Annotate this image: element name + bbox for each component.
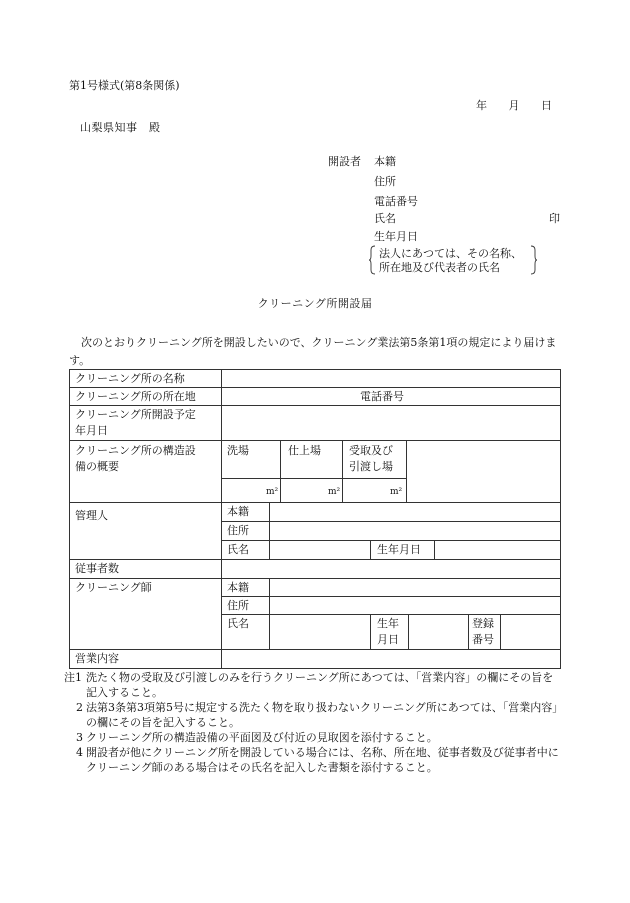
cell-cleaner-reg-1: 登録 <box>472 617 494 630</box>
applicant-honseki-label: 本籍 <box>374 155 396 168</box>
addressee: 山梨県知事 殿 <box>80 121 161 134</box>
cell-manager-birth: 生年月日 <box>377 543 421 556</box>
cell-open-date-2: 年月日 <box>75 424 108 437</box>
cell-workers: 従事者数 <box>75 562 119 575</box>
cell-structure-2: 備の概要 <box>75 460 119 473</box>
note-number: 2 <box>76 701 83 714</box>
corporation-note <box>369 245 537 275</box>
cell-phone: 電話番号 <box>360 390 404 403</box>
cell-shop-location: クリーニング所の所在地 <box>75 390 196 403</box>
note-item <box>64 670 564 700</box>
cell-cleaner-name: 氏名 <box>227 617 249 630</box>
cell-cleaner-birth-1: 生年 <box>377 617 399 630</box>
table-rule <box>434 540 435 559</box>
cell-cleaner-birth-2: 月日 <box>377 633 399 646</box>
notes <box>64 670 564 775</box>
table-rule <box>221 596 561 597</box>
cell-open-date-1: クリーニング所開設予定 <box>75 408 196 421</box>
table-rule <box>221 369 222 669</box>
cell-cleaner-address: 住所 <box>227 599 249 612</box>
cell-manager-honseki: 本籍 <box>227 505 249 518</box>
table-rule <box>342 440 343 502</box>
note-text: 開設者が他にクリーニング所を開設している場合には、名称、所在地、従事者数及び従事者中にクリーニング師のある場合はその氏名を記入した書類を添付すること。 <box>86 746 559 774</box>
table-rule <box>468 614 469 649</box>
table-rule <box>69 559 561 560</box>
note-item <box>64 700 564 730</box>
table-rule <box>370 614 371 649</box>
cell-receive-1: 受取及び <box>349 444 393 457</box>
note-number: 3 <box>76 731 83 744</box>
table-rule <box>370 540 371 559</box>
applicant-name-label: 氏名 <box>374 212 396 225</box>
table-rule <box>69 649 561 650</box>
table-rule <box>69 502 561 503</box>
seal-mark: 印 <box>549 212 560 225</box>
table-rule <box>69 578 561 579</box>
table-rule <box>560 369 561 669</box>
table-rule <box>269 502 270 559</box>
table-rule <box>69 369 70 669</box>
applicant-phone-label: 電話番号 <box>374 195 418 208</box>
applicant-birth-label: 生年月日 <box>374 230 418 243</box>
note-text: 法第3条第3項第5号に規定する洗たく物を取り扱わないクリーニング所にあつては、「営業内容」の欄にその旨を記入すること。 <box>86 701 564 729</box>
cell-cleaner-reg-2: 番号 <box>472 633 494 646</box>
cell-finish-area: 仕上場 <box>288 444 321 457</box>
form-number: 第1号様式(第8条関係) <box>69 79 180 92</box>
table-rule <box>406 440 407 502</box>
unit-finish: m² <box>328 487 341 497</box>
unit-wash: m² <box>266 487 279 497</box>
table-rule <box>221 614 561 615</box>
table-rule <box>269 578 270 649</box>
table-rule <box>221 521 561 522</box>
cell-manager-name: 氏名 <box>227 543 249 556</box>
table-rule <box>69 405 561 406</box>
note-text: 洗たく物の受取及び引渡しのみを行うクリーニング所にあつては、「営業内容」の欄にその旨を記入すること。 <box>86 671 554 699</box>
cell-wash-area: 洗場 <box>227 444 249 457</box>
applicant-role-label: 開設者 <box>328 155 361 168</box>
note-item <box>64 745 564 775</box>
cell-business: 営業内容 <box>75 652 119 665</box>
cell-cleaner-honseki: 本籍 <box>227 581 249 594</box>
cell-manager-address: 住所 <box>227 524 249 537</box>
table-rule <box>221 540 561 541</box>
table-rule <box>69 387 561 388</box>
table-rule <box>69 440 561 441</box>
cell-structure-1: クリーニング所の構造設 <box>75 444 196 457</box>
cell-cleaner: クリーニング師 <box>75 581 152 594</box>
intro-text: 次のとおりクリーニング所を開設したいので、クリーニング業法第5条第1項の規定により届けます。 <box>69 336 557 367</box>
document-title: クリーニング所開設届 <box>257 297 373 310</box>
table-rule <box>221 478 407 479</box>
corporation-note-line1: 法人にあつては、その名称、 <box>379 247 522 260</box>
cell-receive-2: 引渡し場 <box>349 460 393 473</box>
table-rule <box>500 614 501 649</box>
table-rule <box>280 440 281 502</box>
cell-manager: 管理人 <box>75 509 108 522</box>
unit-receive: m² <box>390 487 403 497</box>
note-number: 4 <box>76 746 83 759</box>
table-rule <box>69 668 561 669</box>
note-item <box>64 730 564 745</box>
corporation-note-line2: 所在地及び代表者の氏名 <box>379 261 500 274</box>
note-text: クリーニング所の構造設備の平面図及び付近の見取図を添付すること。 <box>86 731 438 744</box>
cell-shop-name: クリーニング所の名称 <box>75 372 185 385</box>
date-line: 年 月 日 <box>476 99 552 112</box>
table-rule <box>408 614 409 649</box>
note-number: 注1 <box>64 671 82 684</box>
applicant-address-label: 住所 <box>374 175 396 188</box>
table-rule <box>69 369 561 370</box>
